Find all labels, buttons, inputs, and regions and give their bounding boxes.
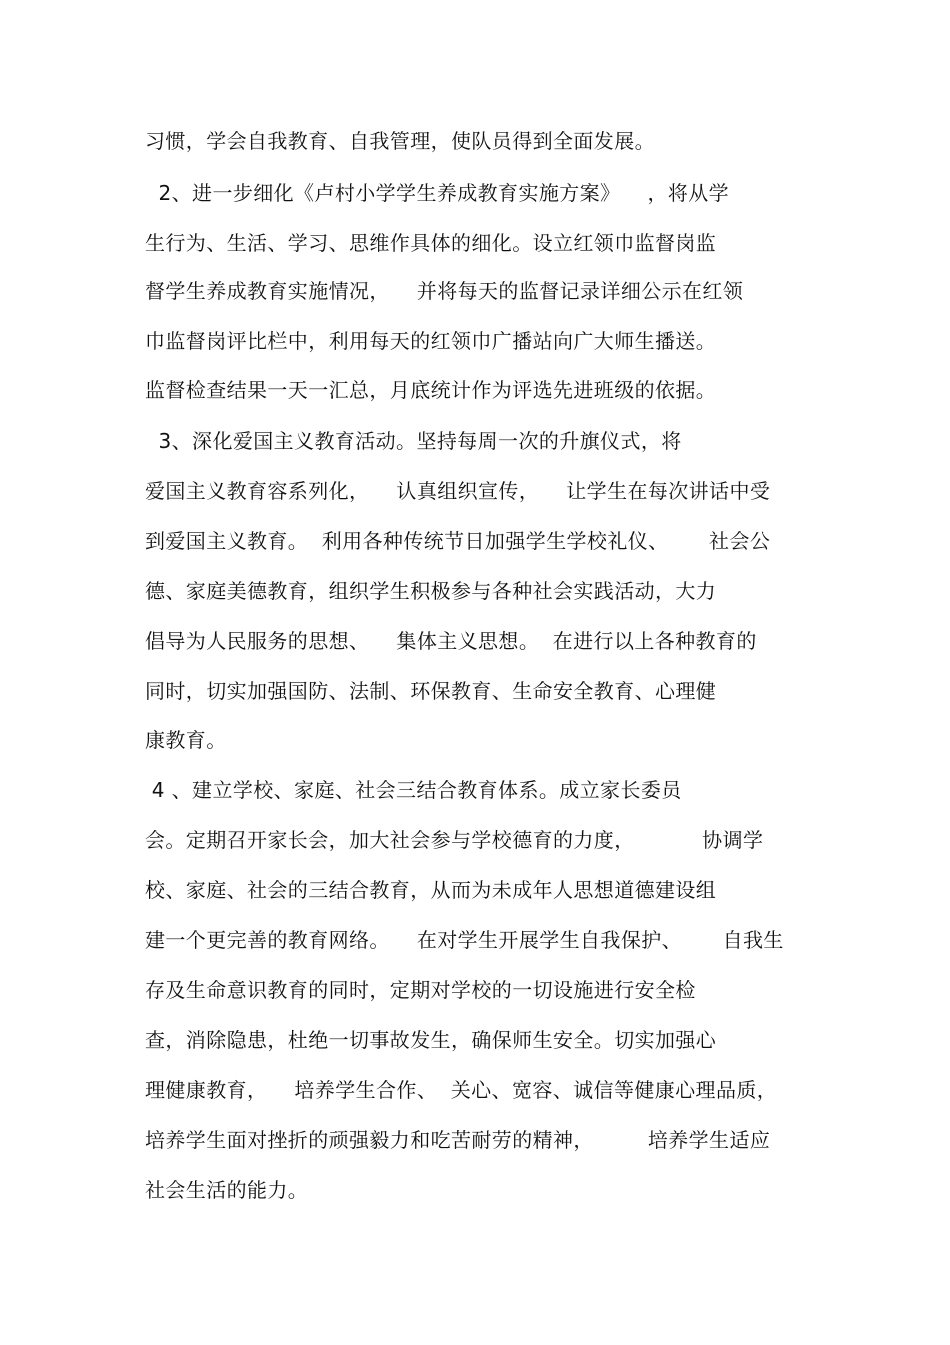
text-line: 德、家庭美德教育，组织学生积极参与各种社会实践活动，大力 xyxy=(145,579,717,603)
text-line: 会。定期召开家长会，加大社会参与学校德育的力度， 协调学 xyxy=(145,828,764,852)
text-line: 4 、建立学校、家庭、社会三结合教育体系。成立家长委员 xyxy=(145,778,682,802)
text-line: 校、家庭、社会的三结合教育，从而为未成年人思想道德建设组 xyxy=(145,878,717,902)
text-line: 理健康教育， 培养学生合作、 关心、宽容、诚信等健康心理品质， xyxy=(145,1078,778,1102)
text-line: 习惯，学会自我教育、自我管理，使队员得到全面发展。 xyxy=(145,129,655,153)
text-line: 监督检查结果一天一汇总，月底统计作为评选先进班级的依据。 xyxy=(145,378,717,402)
text-line: 同时，切实加强国防、法制、环保教育、生命安全教育、心理健 xyxy=(145,679,717,703)
text-line: 倡导为人民服务的思想、 集体主义思想。 在进行以上各种教育的 xyxy=(145,629,757,653)
text-line: 培养学生面对挫折的顽强毅力和吃苦耐劳的精神， 培养学生适应 xyxy=(145,1128,771,1152)
text-line: 爱国主义教育容系列化， 认真组织宣传， 让学生在每次讲话中受 xyxy=(145,479,771,503)
text-line: 建一个更完善的教育网络。 在对学生开展学生自我保护、 自我生 xyxy=(145,928,784,952)
text-line: 社会生活的能力。 xyxy=(145,1178,309,1202)
text-line: 查，消除隐患，杜绝一切事故发生，确保师生安全。切实加强心 xyxy=(145,1028,717,1052)
text-line: 巾监督岗评比栏中，利用每天的红领巾广播站向广大师生播送。 xyxy=(145,329,717,353)
text-line: 3、深化爱国主义教育活动。坚持每周一次的升旗仪式，将 xyxy=(145,429,682,453)
text-line: 2、进一步细化《卢村小学学生养成教育实施方案》 ，将从学 xyxy=(145,181,730,205)
text-line: 到爱国主义教育。 利用各种传统节日加强学生学校礼仪、 社会公 xyxy=(145,529,771,553)
text-line: 康教育。 xyxy=(145,728,227,752)
text-line: 生行为、生活、学习、思维作具体的细化。设立红领巾监督岗监 xyxy=(145,231,717,255)
text-line: 督学生养成教育实施情况， 并将每天的监督记录详细公示在红领 xyxy=(145,279,744,303)
text-line: 存及生命意识教育的同时，定期对学校的一切设施进行安全检 xyxy=(145,978,696,1002)
